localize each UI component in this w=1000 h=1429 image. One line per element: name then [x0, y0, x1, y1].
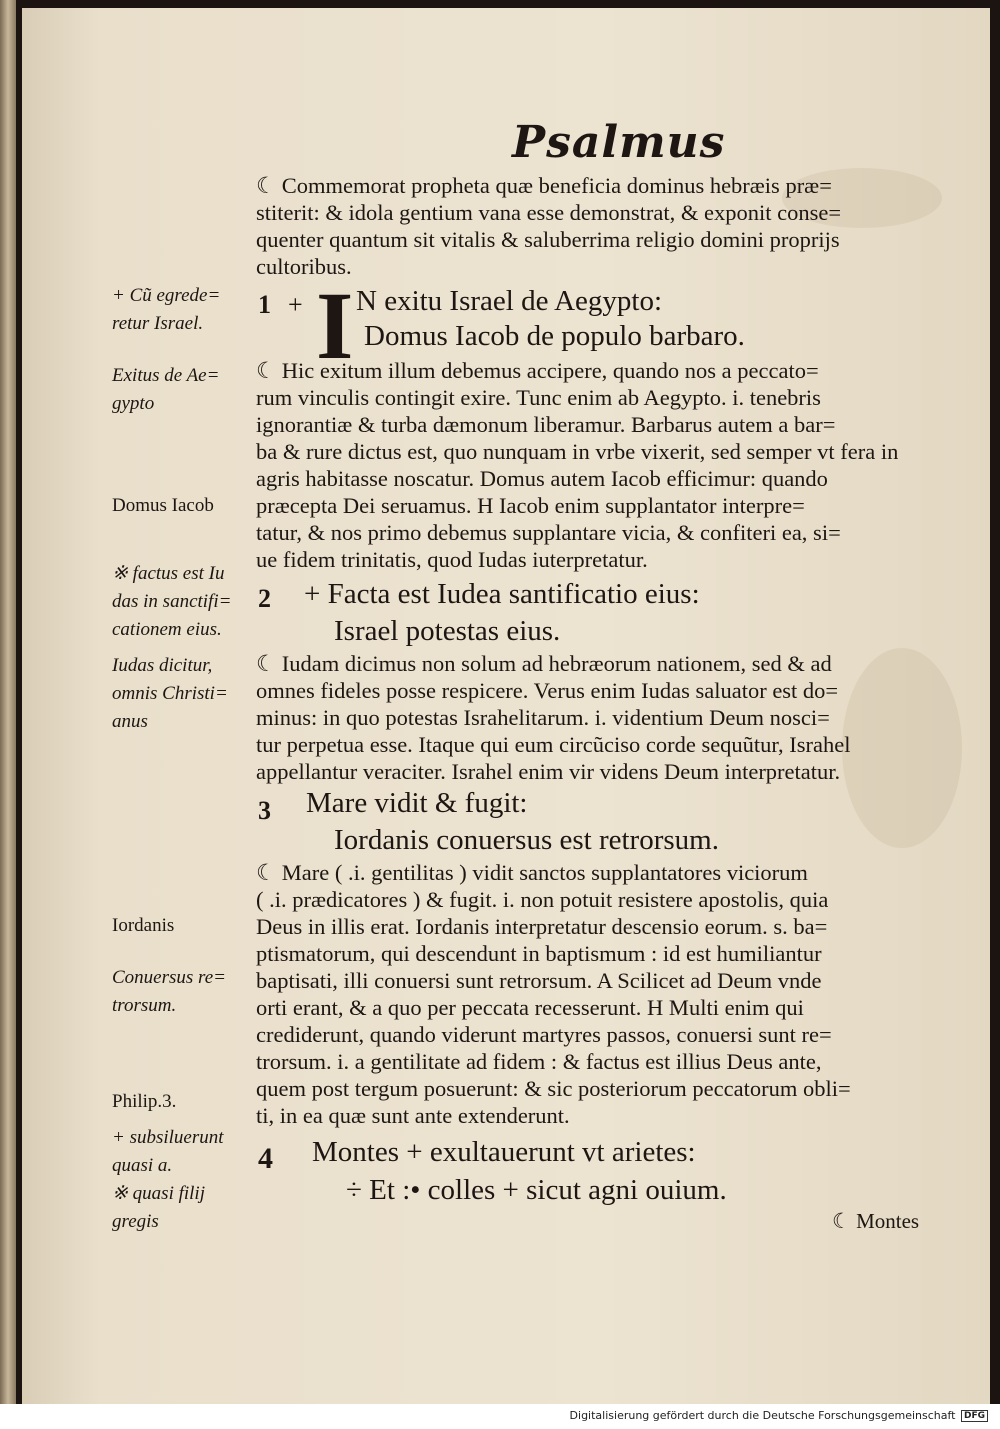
margin-note-line: Iudas dicitur, [112, 655, 213, 676]
intro-paragraph [256, 172, 956, 280]
margin-note [112, 282, 220, 338]
margin-note [112, 362, 219, 418]
text-line: appellantur veraciter. Israhel enim vir videns Deum interpretatur. [256, 759, 841, 784]
margin-note-line: trorsum. [112, 995, 177, 1016]
text-line: minus: in quo potestas Israhelitarum. i. videntium Deum nosci= [256, 705, 830, 730]
verse-number: 4 [258, 1142, 273, 1175]
margin-note [112, 1180, 205, 1236]
verse-marker: + [288, 290, 303, 319]
text-line: cultoribus. [256, 254, 352, 279]
margin-note-line: ※ factus est Iu [112, 563, 225, 584]
text-line: ☾ Mare ( .i. gentilitas ) vidit sanctos supplantatores viciorum [256, 860, 808, 885]
text-line: omnes fideles posse respicere. Verus enim Iudas saluator est do= [256, 678, 839, 703]
text-line: quenter quantum sit vitalis & saluberrima religio domini proprijs [256, 227, 840, 252]
verse-line: Mare vidit & fugit: [306, 787, 528, 819]
margin-note-line: omnis Christi= [112, 683, 228, 704]
text-line: agris habitasse noscatur. Domus autem Iacob efficimur: quando [256, 466, 828, 491]
catchword: ☾ Montes [832, 1209, 920, 1233]
margin-note-line: Iordanis [112, 915, 175, 936]
text-line: quem post tergum posuerunt: & sic posteriorum peccatorum obli= [256, 1076, 851, 1101]
margin-note-line: Exitus de Ae= [112, 365, 220, 386]
text-line: baptisati, illi conuersi sunt retrorsum. A Scilicet ad Deum vnde [256, 968, 822, 993]
margin-note-line: gregis [112, 1211, 159, 1232]
digitization-credit [570, 1409, 988, 1422]
margin-note-line: das in sanctifi= [112, 591, 232, 612]
text-line: tur perpetua esse. Itaque qui eum circũciso corde sequũtur, Israhel [256, 732, 851, 757]
margin-note [112, 1088, 176, 1116]
margin-note-line: quasi a. [112, 1155, 173, 1176]
verse-line: + Facta est Iudea santificatio eius: [304, 578, 700, 610]
text-line: trorsum. i. a gentilitate ad fidem : & factus est illius Deus ante, [256, 1049, 822, 1074]
text-line: ptismatorum, qui descendunt in baptismum : id est humiliantur [256, 941, 822, 966]
text-line: ☾ Commemorat propheta quæ beneficia dominus hebræis præ= [256, 173, 832, 198]
text-line: Deus in illis erat. Iordanis interpretatur descensio eorum. s. ba= [256, 914, 828, 939]
page-title: Psalmus [512, 117, 726, 168]
verse-line: Israel potestas eius. [334, 615, 561, 647]
text-line: ☾ Iudam dicimus non solum ad hebræorum nationem, sed & ad [256, 651, 832, 676]
commentary-paragraph [256, 859, 956, 1129]
drop-cap: I [316, 272, 354, 379]
commentary-paragraph [256, 650, 956, 785]
margin-note-line: cationem eius. [112, 619, 222, 640]
text-line: orti erant, & a quo per peccata recesserunt. H Multi enim qui [256, 995, 804, 1020]
text-line: rum vinculis contingit exire. Tunc enim ab Aegypto. i. tenebris [256, 385, 821, 410]
text-line: ti, in ea quæ sunt ante extenderunt. [256, 1103, 570, 1128]
margin-note-line: gypto [112, 393, 155, 414]
margin-note-line: Domus Iacob [112, 495, 214, 516]
text-line: præcepta Dei seruamus. H Iacob enim supplantator interpre= [256, 493, 805, 518]
margin-note-line: Philip.3. [112, 1091, 177, 1112]
margin-note-line: + Cũ egrede= [112, 285, 221, 306]
text-line: ignorantiæ & turba dæmonum liberamur. Barbarus autem a bar= [256, 412, 836, 437]
verse-number: 2 [258, 584, 271, 613]
verse-line: N exitu Israel de Aegypto: [356, 285, 663, 317]
margin-note [112, 560, 231, 644]
text-line: crediderunt, quando viderunt martyres passos, conuersi sunt re= [256, 1022, 832, 1047]
margin-note-line: ※ quasi filij [112, 1183, 205, 1204]
margin-note-line: retur Israel. [112, 313, 204, 334]
text-line: ba & rure dictus est, quo nunquam in vrbe vixerit, sed semper vt fera in [256, 439, 899, 464]
dfg-logo: DFG [961, 1410, 988, 1422]
verse-number: 3 [258, 796, 271, 825]
verse-number: 1 [258, 290, 271, 319]
margin-note-line: + subsiluerunt [112, 1127, 224, 1148]
margin-note [112, 492, 214, 520]
text-line: ( .i. prædicatores ) & fugit. i. non potuit resistere apostolis, quia [256, 887, 829, 912]
margin-note-line: Conuersus re= [112, 967, 226, 988]
text-line: ☾ Hic exitum illum debemus accipere, quando nos a peccato= [256, 358, 819, 383]
margin-note [112, 652, 228, 736]
footer-text: Digitalisierung gefördert durch die Deutsche Forschungsgemeinschaft [569, 1409, 956, 1422]
book-spine [0, 0, 16, 1404]
margin-note [112, 912, 174, 940]
margin-note [112, 1124, 224, 1180]
text-line: tatur, & nos primo debemus supplantare vicia, & confiteri ea, si= [256, 520, 841, 545]
text-line: ue fidem trinitatis, quod Iudas iuterpretatur. [256, 547, 648, 572]
margin-note [112, 964, 226, 1020]
verse-line: Montes + exultauerunt vt arietes: [312, 1136, 696, 1168]
commentary-paragraph [256, 357, 956, 573]
verse-line: Domus Iacob de populo barbaro. [364, 320, 745, 352]
verse-line: Iordanis conuersus est retrorsum. [334, 824, 719, 856]
verse-line: ÷ Et :• colles + sicut agni ouium. [346, 1174, 727, 1206]
margin-note-line: anus [112, 711, 148, 732]
text-line: stiterit: & idola gentium vana esse demonstrat, & exponit conse= [256, 200, 842, 225]
